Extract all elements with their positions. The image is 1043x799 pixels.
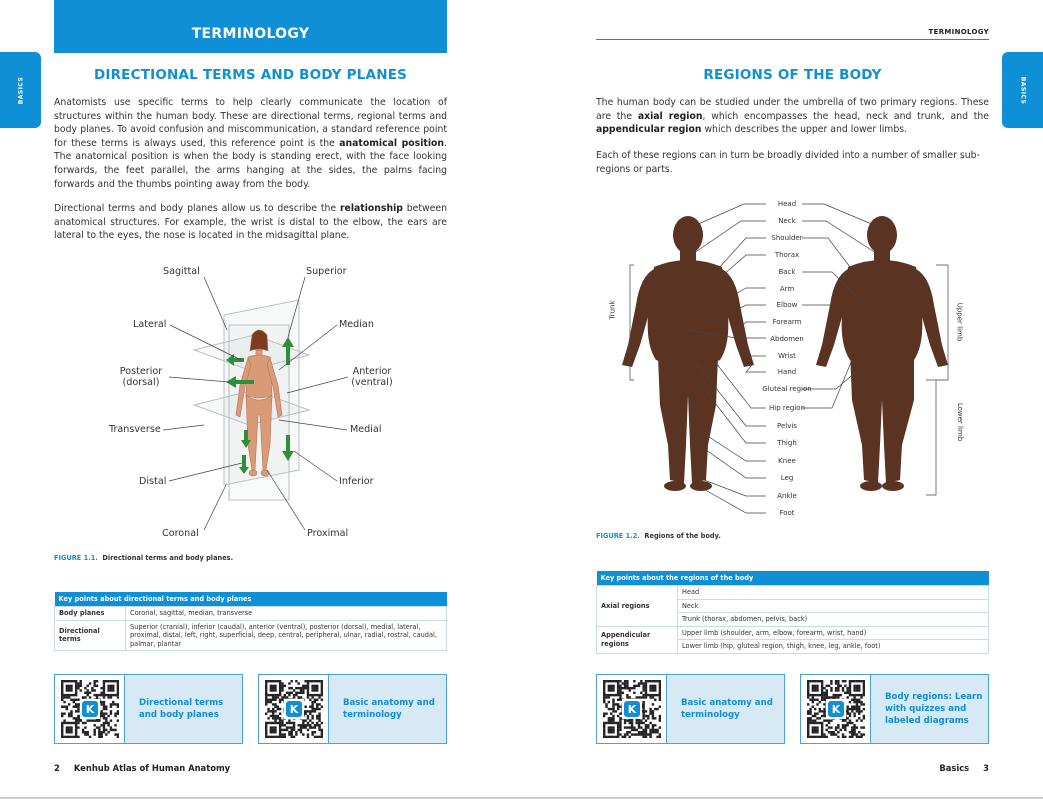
left-paragraph-1	[54, 96, 447, 191]
left-section-title: DIRECTIONAL TERMS AND BODY PLANES	[93, 67, 408, 83]
label-medial: Medial	[350, 424, 382, 435]
left-footer	[54, 763, 230, 773]
left-p2-text-a: Directional terms and body planes allow us to describe the	[54, 203, 340, 214]
qr-code-icon	[265, 680, 323, 738]
label-posterior-sub: (dorsal)	[122, 377, 160, 388]
region-label-head: Head	[777, 200, 797, 208]
right-footer	[596, 763, 989, 773]
table-value: Trunk (thorax, abdomen, pelvis, back)	[678, 613, 989, 627]
region-label-knee: Knee	[778, 457, 796, 465]
kenhub-logo-icon: K	[831, 703, 840, 716]
left-side-tab-label: BASICS	[16, 76, 24, 104]
label-sagittal: Sagittal	[163, 266, 200, 277]
label-anterior	[348, 366, 396, 388]
region-label-foot: Foot	[779, 509, 795, 517]
right-p1-text-a: The human body can be studied under the umbrella of two primary regions. These are the	[596, 97, 989, 122]
lower-limb-bracket	[926, 380, 936, 495]
left-figure-caption	[54, 554, 233, 562]
qr-link-basic-anatomy-right[interactable]	[596, 674, 785, 744]
left-banner	[54, 0, 447, 53]
left-p1-text-b: . The anatomical position is when the body is standing erect, with the face looking forwards, the feet parallel, the arms hanging at the sides, the palms facing forwards and the thumbs pointing away from the body.	[54, 137, 447, 190]
left-table-title: Key points about directional terms and body planes	[55, 592, 447, 607]
left-banner-title: TERMINOLOGY	[191, 26, 310, 42]
label-posterior-main: Posterior	[119, 366, 163, 377]
right-paragraph-1	[596, 96, 989, 137]
table-value: Superior (cranial), inferior (caudal), anterior (ventral), posterior (dorsal), medial, lateral, proximal, distal, left, right, superficial, deep, central, peripheral, ulnar, radial, rostral, caudal, palmar, plantar	[126, 620, 447, 651]
right-key-points-table	[596, 571, 989, 654]
qr-link-text: Directional terms and body planes	[139, 698, 224, 720]
label-median: Median	[339, 319, 374, 330]
right-p1-text-b: , which encompasses the head, neck and trunk, and the	[702, 110, 990, 122]
table-row	[597, 626, 989, 640]
label-lateral: Lateral	[133, 319, 167, 330]
trunk-label: Trunk	[608, 300, 617, 320]
region-label-hand: Hand	[777, 368, 797, 376]
left-page-number: 2	[54, 763, 60, 773]
front-body-figure	[622, 216, 754, 491]
right-table-title: Key points about the regions of the body	[597, 571, 989, 586]
right-side-tab-label: BASICS	[1018, 76, 1026, 104]
directional-terms-figure	[54, 255, 447, 555]
left-key-points-table	[54, 592, 447, 651]
left-side-tab[interactable]	[0, 52, 41, 128]
right-page-number: 3	[983, 763, 989, 773]
region-label-back: Back	[778, 268, 796, 276]
label-inferior: Inferior	[339, 476, 374, 487]
qr-code-icon	[61, 680, 119, 738]
kenhub-logo-icon: K	[289, 703, 298, 716]
kenhub-logo-icon: K	[627, 703, 636, 716]
region-label-hip: Hip region	[768, 404, 805, 412]
right-caption-text: Regions of the body.	[644, 532, 721, 540]
right-header-rule	[596, 39, 989, 40]
qr-link-text: Body regions: Learn with quizzes and labeled diagrams	[885, 692, 983, 726]
region-label-thorax: Thorax	[774, 251, 800, 259]
right-paragraph-2: Each of these regions can in turn be broadly divided into a number of smaller sub-regions or parts.	[596, 150, 980, 175]
label-anterior-main: Anterior	[352, 366, 392, 377]
region-label-ankle: Ankle	[777, 492, 797, 500]
right-header: TERMINOLOGY	[928, 28, 989, 36]
table-key: Directional terms	[55, 620, 126, 651]
region-label-wrist: Wrist	[778, 352, 796, 360]
qr-code-wrap	[801, 675, 871, 743]
right-side-tab[interactable]	[1002, 52, 1043, 128]
right-footer-title: Basics	[939, 763, 970, 773]
label-anterior-sub: (ventral)	[351, 377, 393, 388]
region-label-thigh: Thigh	[777, 439, 797, 447]
table-value: Neck	[678, 599, 989, 613]
table-row	[55, 607, 447, 621]
kenhub-logo-icon: K	[85, 703, 94, 716]
label-posterior	[116, 366, 166, 388]
qr-link-basic-anatomy[interactable]	[258, 674, 447, 744]
left-paragraph-2	[54, 202, 447, 243]
table-key-appendicular: Appendicular regions	[597, 626, 678, 653]
table-value: Lower limb (hip, gluteal region, thigh, knee, leg, ankle, foot)	[678, 640, 989, 654]
qr-code-icon	[603, 680, 661, 738]
left-caption-text: Directional terms and body planes.	[102, 554, 234, 562]
qr-link-text: Basic anatomy and terminology	[343, 698, 435, 720]
qr-code-wrap	[55, 675, 125, 743]
qr-code-wrap	[259, 675, 329, 743]
table-key: Body planes	[55, 607, 126, 621]
left-p1-text-a: Anatomists use specific terms to help clearly communicate the location of structures within the human body. These are directional terms, regional terms and body planes. To avoid confusion and miscommunication, a standard reference point for these terms is always used, this reference point is the	[54, 97, 447, 149]
table-value: Coronal, sagittal, median, transverse	[126, 607, 447, 621]
qr-code-icon	[807, 680, 865, 738]
label-proximal: Proximal	[307, 528, 349, 539]
right-section-title: REGIONS OF THE BODY	[703, 67, 882, 83]
region-label-elbow: Elbow	[776, 301, 798, 309]
region-label-forearm: Forearm	[772, 318, 802, 326]
table-key-axial: Axial regions	[597, 586, 678, 627]
region-label-arm: Arm	[779, 285, 795, 293]
qr-link-text: Basic anatomy and terminology	[681, 698, 773, 720]
region-label-abdomen: Abdomen	[770, 335, 804, 343]
label-superior: Superior	[306, 266, 347, 277]
table-row	[597, 586, 989, 600]
left-footer-title: Kenhub Atlas of Human Anatomy	[73, 763, 231, 773]
region-label-shoulder: Shoulder	[771, 234, 803, 242]
qr-link-body-regions[interactable]	[800, 674, 989, 744]
right-p1-bold-1: axial region	[637, 110, 703, 122]
qr-code-wrap	[597, 675, 667, 743]
upper-limb-label: Upper limb	[955, 302, 964, 342]
label-transverse: Transverse	[109, 424, 161, 435]
left-p1-bold: anatomical position	[339, 137, 445, 149]
right-p1-text-c: which describes the upper and lower limbs.	[701, 124, 908, 136]
right-figure-caption	[596, 532, 721, 540]
left-p2-text-b: between anatomical structures. For example, the wrist is distal to the elbow, the ears are lateral to the eyes, the nose is located in the midsagittal plane.	[54, 203, 447, 242]
back-body-figure	[816, 216, 948, 491]
table-value: Upper limb (shoulder, arm, elbow, forearm, wrist, hand)	[678, 626, 989, 640]
region-label-neck: Neck	[778, 217, 796, 225]
label-coronal: Coronal	[162, 528, 199, 539]
table-value: Head	[678, 586, 989, 600]
region-label-pelvis: Pelvis	[777, 422, 797, 430]
lower-limb-label: Lower limb	[956, 402, 965, 442]
region-label-gluteal: Gluteal region	[762, 385, 812, 393]
right-caption-fig: FIGURE 1.2.	[596, 532, 640, 540]
qr-link-directional-terms[interactable]	[54, 674, 243, 744]
table-row	[55, 620, 447, 651]
right-p1-bold-2: appendicular region	[596, 124, 702, 136]
left-caption-fig: FIGURE 1.1.	[54, 554, 98, 562]
region-label-leg: Leg	[780, 474, 794, 482]
left-p2-bold: relationship	[339, 203, 403, 214]
label-distal: Distal	[139, 476, 167, 487]
